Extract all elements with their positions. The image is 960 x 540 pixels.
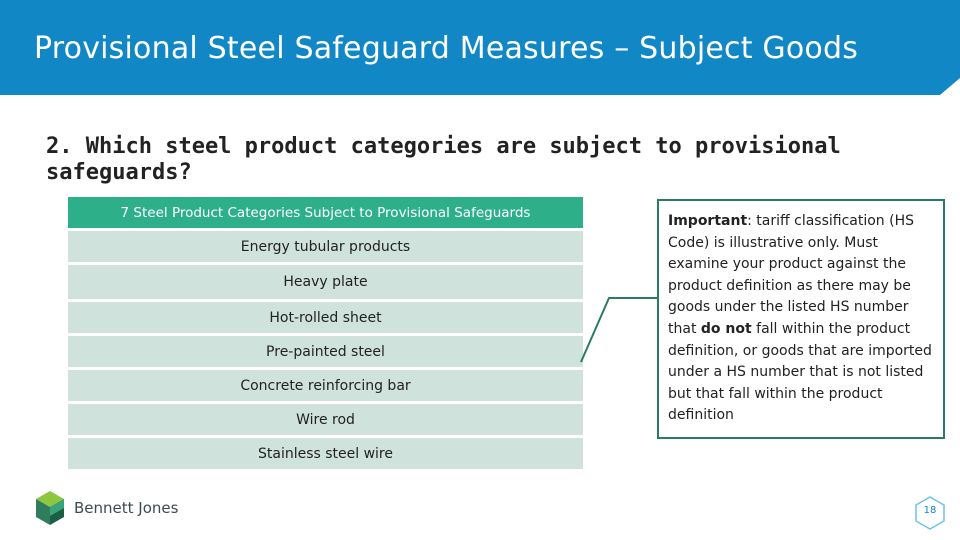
- bennett-jones-logo: [36, 491, 178, 525]
- slide-title: Provisional Steel Safeguard Measures – Subject Goods: [34, 31, 859, 66]
- table-header: 7 Steel Product Categories Subject to Provisional Safeguards: [68, 197, 583, 231]
- table-row: Pre-painted steel: [68, 336, 583, 370]
- important-note-callout: [657, 199, 945, 439]
- important-label: Important: [668, 213, 748, 229]
- table-row: Energy tubular products: [68, 231, 583, 265]
- page-number: 18: [923, 505, 937, 516]
- table-row: Stainless steel wire: [68, 438, 583, 472]
- note-text-part-1: : tariff classification (HS Code) is illustrative only. Must examine your product against the product definition as there may be goods under the listed HS number that: [668, 213, 914, 337]
- cube-logo-icon: [36, 491, 64, 525]
- question-heading: 2. Which steel product categories are subject to provisional safeguards?: [46, 134, 841, 185]
- table-row: Heavy plate: [68, 265, 583, 302]
- note-text-part-2: fall within the product definition, or goods that are imported under a HS number that is not listed but that fall within the product definition: [668, 320, 932, 424]
- do-not-emphasis: do not: [700, 320, 752, 337]
- logo-text: Bennett Jones: [74, 499, 179, 517]
- table-row: Concrete reinforcing bar: [68, 370, 583, 404]
- table-row: Wire rod: [68, 404, 583, 438]
- table-row: Hot-rolled sheet: [68, 302, 583, 336]
- page-number-badge: [912, 495, 948, 531]
